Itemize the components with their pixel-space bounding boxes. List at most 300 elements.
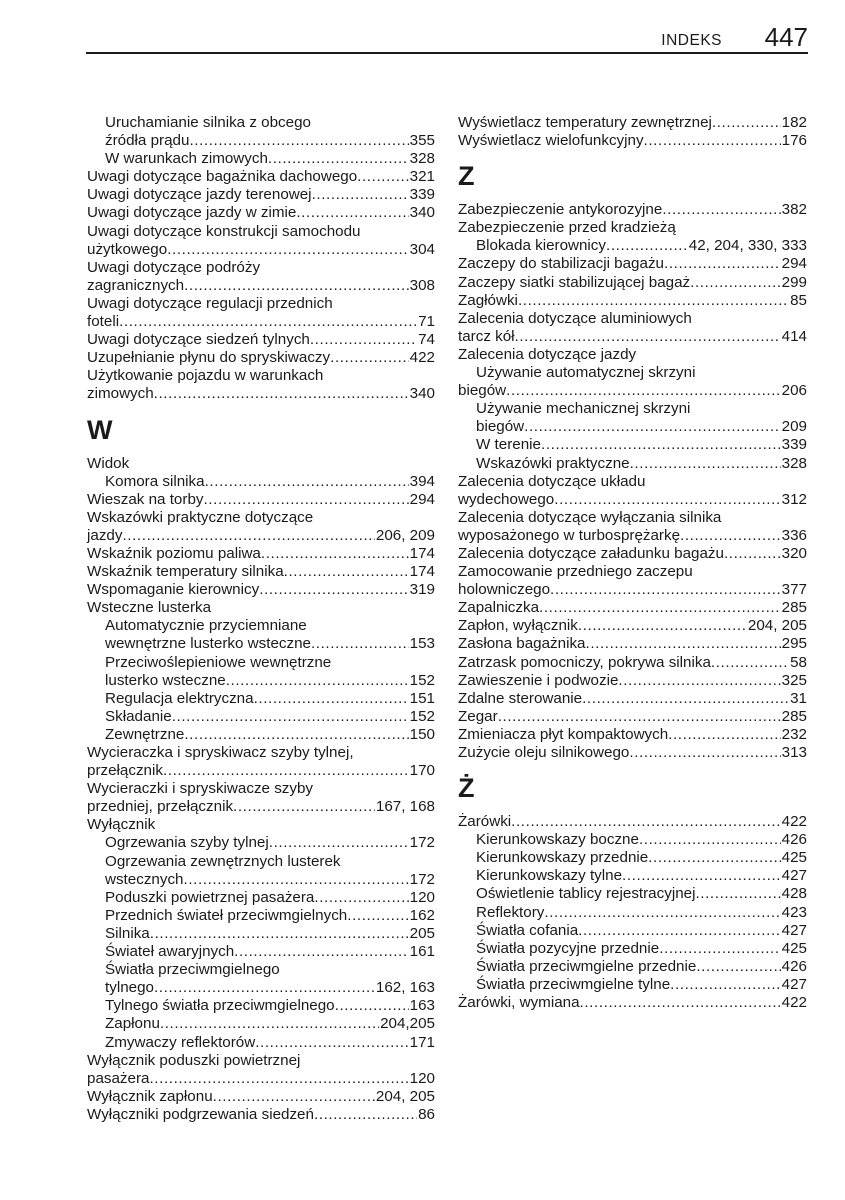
dot-leader: [664, 255, 781, 273]
dot-leader: [630, 455, 781, 473]
entry-term: Światła cofania: [476, 921, 579, 939]
page-header: [86, 24, 808, 54]
index-subentry: [87, 132, 435, 150]
entry-page-ref: 161: [409, 943, 435, 961]
index-subentry: [87, 635, 435, 653]
entry-page-ref: 162, 163: [375, 979, 435, 997]
entry-page-ref: 428: [781, 885, 807, 903]
entry-page-ref: 285: [781, 599, 807, 617]
dot-leader: [554, 491, 780, 509]
dot-leader: [335, 997, 409, 1015]
index-subentry: [87, 925, 435, 943]
entry-term: Uwagi dotyczące jazdy terenowej: [87, 186, 312, 204]
entry-term: W warunkach zimowych: [105, 150, 268, 168]
index-subentry: [458, 922, 807, 940]
index-letter-heading: Ż: [458, 773, 475, 804]
entry-page-ref: 176: [781, 132, 807, 150]
entry-page-ref: 355: [409, 132, 435, 150]
entry-page-ref: 308: [409, 276, 435, 294]
index-entry: [87, 509, 435, 527]
entry-term: Przeciwoślepieniowe wewnętrzne: [105, 653, 332, 671]
entry-page-ref: 425: [781, 849, 807, 867]
entry-term: jazdy: [87, 526, 123, 544]
index-entry: [87, 762, 435, 780]
dot-leader: [261, 545, 409, 563]
entry-page-ref: 319: [409, 581, 435, 599]
dot-leader: [149, 1070, 408, 1088]
index-subentry: [458, 867, 807, 885]
index-entry: [458, 563, 807, 581]
dot-leader: [284, 563, 409, 581]
index-entry: [87, 491, 435, 509]
entry-term: Kierunkowskazy tylne: [476, 867, 623, 885]
entry-term: Kierunkowskazy boczne: [476, 831, 639, 849]
index-entry: [87, 168, 435, 186]
index-subentry: [87, 1015, 435, 1033]
dot-leader: [213, 1088, 375, 1106]
index-entry: [458, 274, 807, 292]
entry-term: Wyłącznik poduszki powietrznej: [87, 1051, 301, 1069]
index-entry: [458, 635, 807, 653]
dot-leader: [172, 708, 409, 726]
dot-leader: [268, 150, 409, 168]
entry-term: Żarówki, wymiana: [458, 994, 580, 1012]
entry-page-ref: 58: [790, 653, 807, 671]
dot-leader: [696, 958, 780, 976]
entry-term: Uwagi dotyczące podróży: [87, 258, 261, 276]
index-entry: [458, 201, 807, 219]
entry-page-ref: 313: [781, 744, 807, 761]
dot-leader: [203, 491, 408, 509]
dot-leader: [711, 654, 789, 672]
entry-term: Zalecenia dotyczące wyłączania silnika: [458, 508, 722, 526]
entry-term: Wyłączniki podgrzewania siedzeń: [87, 1105, 314, 1123]
entry-term: Silnika: [105, 924, 150, 942]
index-entry: [458, 310, 807, 328]
entry-page-ref: 232: [781, 725, 807, 743]
entry-term: Światła przeciwmgielne tylne: [476, 975, 671, 993]
dot-leader: [259, 581, 408, 599]
dot-leader: [670, 976, 781, 994]
entry-page-ref: 120: [409, 888, 435, 906]
entry-page-ref: 299: [781, 273, 807, 291]
entry-term: Zegar: [458, 707, 498, 725]
index-entry: [87, 295, 435, 313]
entry-term: wyposażonego w turbosprężarkę: [458, 526, 681, 544]
dot-leader: [150, 925, 409, 943]
entry-page-ref: 152: [409, 671, 435, 689]
entry-term: Zabezpieczenie przed kradzieżą: [458, 219, 676, 237]
index-entry: [87, 385, 435, 403]
dot-leader: [644, 132, 781, 150]
index-subentry: [458, 849, 807, 867]
dot-leader: [618, 672, 780, 690]
index-entry: [458, 219, 807, 237]
dot-leader: [347, 907, 408, 925]
entry-term: wewnętrzne lusterko wsteczne: [105, 635, 311, 653]
entry-term: tylnego: [105, 979, 154, 997]
index-entry: [87, 1070, 435, 1088]
index-column-left: [87, 114, 435, 1124]
index-subentry: [87, 708, 435, 726]
entry-page-ref: 394: [409, 472, 435, 490]
entry-term: Uzupełnianie płynu do spryskiwaczy: [87, 349, 331, 367]
entry-term: Zalecenia dotyczące układu: [458, 472, 646, 490]
index-subentry: [87, 907, 435, 925]
entry-page-ref: 294: [781, 255, 807, 273]
entry-term: zimowych: [87, 385, 154, 403]
entry-term: Żarówki: [458, 813, 512, 831]
index-entry: [87, 798, 435, 816]
index-entry: [458, 744, 807, 762]
index-subentry: [458, 400, 807, 418]
entry-term: Zawieszenie i podwozie: [458, 671, 619, 689]
entry-term: Ogrzewania szyby tylnej: [105, 834, 269, 852]
dot-leader: [119, 313, 417, 331]
entry-term: Wycieraczka i spryskiwacz szyby tylnej,: [87, 744, 354, 761]
index-entry: [87, 259, 435, 277]
dot-leader: [357, 168, 408, 186]
entry-term: Zamocowanie przedniego zaczepu: [458, 563, 693, 581]
dot-leader: [659, 940, 780, 958]
header-rule: [86, 52, 808, 54]
dot-leader: [690, 274, 781, 292]
entry-page-ref: 162: [409, 906, 435, 924]
entry-page-ref: 382: [781, 201, 807, 219]
dot-leader: [254, 690, 409, 708]
entry-term: Wyświetlacz temperatury zewnętrznej: [458, 114, 712, 131]
index-subentry: [87, 961, 435, 979]
index-entry: [458, 654, 807, 672]
dot-leader: [511, 813, 780, 831]
entry-term: Ogrzewania zewnętrznych lusterek: [105, 852, 341, 870]
dot-leader: [639, 831, 781, 849]
dot-leader: [622, 867, 781, 885]
entry-page-ref: 31: [790, 689, 807, 707]
index-entry: [458, 473, 807, 491]
index-entry: [458, 617, 807, 635]
entry-term: Automatycznie przyciemniane: [105, 617, 307, 635]
index-entry: [87, 349, 435, 367]
entry-page-ref: 85: [790, 291, 807, 309]
entry-term: przełącznik: [87, 762, 163, 780]
entry-page-ref: 294: [409, 490, 435, 508]
index-letter-heading: W: [87, 414, 113, 445]
entry-term: Zapalniczka: [458, 599, 540, 617]
index-entry: [458, 726, 807, 744]
entry-page-ref: 339: [781, 436, 807, 454]
dot-leader: [582, 690, 789, 708]
dot-leader: [154, 979, 375, 997]
entry-page-ref: 150: [409, 725, 435, 743]
entry-term: pasażera: [87, 1069, 150, 1087]
dot-leader: [311, 635, 409, 653]
index-subentry: [458, 418, 807, 436]
index-entry: [458, 132, 807, 150]
dot-leader: [226, 672, 409, 690]
entry-term: Wskazówki praktyczne: [476, 454, 630, 472]
index-entry: [458, 292, 807, 310]
entry-term: Uwagi dotyczące regulacji przednich: [87, 294, 333, 312]
entry-term: źródła prądu: [105, 132, 190, 150]
entry-term: Zmieniacza płyt kompaktowych: [458, 725, 669, 743]
entry-term: Uwagi dotyczące konstrukcji samochodu: [87, 222, 361, 240]
dot-leader: [233, 798, 375, 816]
index-subentry: [87, 150, 435, 168]
entry-page-ref: 206: [781, 382, 807, 400]
index-subentry: [458, 904, 807, 922]
dot-leader: [234, 943, 409, 961]
entry-term: Uwagi dotyczące siedzeń tylnych: [87, 331, 310, 349]
dot-leader: [314, 1106, 417, 1124]
dot-leader: [184, 871, 409, 889]
dot-leader: [648, 849, 780, 867]
entry-page-ref: 427: [781, 867, 807, 885]
entry-term: Zalecenia dotyczące załadunku bagażu: [458, 544, 724, 562]
entry-page-ref: 151: [409, 689, 435, 707]
index-entry: [458, 581, 807, 599]
dot-leader: [712, 114, 781, 132]
dot-leader: [154, 385, 409, 403]
dot-leader: [184, 726, 408, 744]
index-entry: [458, 708, 807, 726]
index-subentry: [87, 853, 435, 871]
dot-leader: [255, 1034, 408, 1052]
dot-leader: [539, 599, 781, 617]
entry-page-ref: 320: [781, 544, 807, 562]
dot-leader: [296, 204, 408, 222]
dot-leader: [606, 237, 688, 255]
entry-term: Zasłona bagażnika: [458, 635, 586, 653]
entry-term: Komora silnika: [105, 472, 205, 490]
dot-leader: [550, 581, 781, 599]
entry-page-ref: 42, 204, 330, 333: [688, 237, 807, 255]
index-column-right: [458, 114, 807, 1012]
index-entry: [87, 744, 435, 762]
entry-term: Zapłon, wyłącznik: [458, 617, 578, 635]
entry-term: Zabezpieczenie antykorozyjne: [458, 201, 663, 219]
entry-term: Używanie automatycznej skrzyni: [476, 364, 696, 382]
index-entry: [458, 994, 807, 1012]
entry-term: Zagłówki: [458, 291, 518, 309]
entry-page-ref: 328: [409, 150, 435, 168]
entry-page-ref: 71: [418, 313, 435, 331]
entry-term: Zalecenia dotyczące jazdy: [458, 345, 637, 363]
entry-page-ref: 295: [781, 635, 807, 653]
entry-page-ref: 422: [409, 349, 435, 367]
entry-page-ref: 312: [781, 490, 807, 508]
index-entry: [87, 331, 435, 349]
entry-term: Światła przeciwmgielnego: [105, 961, 280, 979]
entry-term: Używanie mechanicznej skrzyni: [476, 400, 691, 418]
entry-page-ref: 377: [781, 581, 807, 599]
index-entry: [458, 545, 807, 563]
index-subentry: [87, 672, 435, 690]
entry-term: biegów: [476, 418, 525, 436]
index-entry: [458, 527, 807, 545]
dot-leader: [184, 277, 409, 295]
entry-term: Wieszak na torby: [87, 490, 204, 508]
entry-term: Wycieraczki i spryskiwacze szyby: [87, 780, 314, 798]
entry-page-ref: 153: [409, 635, 435, 653]
index-entry: [458, 509, 807, 527]
dot-leader: [506, 382, 781, 400]
dot-leader: [122, 527, 374, 545]
entry-page-ref: 170: [409, 762, 435, 780]
index-subentry: [87, 473, 435, 491]
index-entry: [87, 277, 435, 295]
entry-term: Zaczepy do stabilizacji bagażu: [458, 255, 664, 273]
index-entry: [458, 599, 807, 617]
entry-term: Reflektory: [476, 903, 545, 921]
entry-term: przedniej, przełącznik: [87, 798, 234, 816]
index-subentry: [87, 979, 435, 997]
entry-term: Przednich świateł przeciwmgielnych: [105, 906, 348, 924]
entry-term: Widok: [87, 454, 130, 472]
index-entry: [458, 690, 807, 708]
index-subentry: [87, 726, 435, 744]
entry-page-ref: 171: [409, 1033, 435, 1051]
entry-term: Uwagi dotyczące bagażnika dachowego: [87, 168, 358, 186]
index-subentry: [458, 831, 807, 849]
entry-term: Wskaźnik temperatury silnika: [87, 563, 284, 581]
entry-page-ref: 422: [781, 994, 807, 1012]
entry-term: Zatrzask pomocniczy, pokrywa silnika: [458, 653, 711, 671]
index-subentry: [87, 654, 435, 672]
index-subentry: [458, 237, 807, 255]
dot-leader: [312, 186, 409, 204]
entry-term: Światła przeciwmgielne przednie: [476, 957, 697, 975]
dot-leader: [629, 744, 780, 762]
dot-leader: [724, 545, 781, 563]
index-entry: [87, 1052, 435, 1070]
index-entry: [458, 114, 807, 132]
entry-term: Wskaźnik poziomu paliwa: [87, 544, 261, 562]
entry-term: foteli: [87, 313, 120, 331]
entry-term: Świateł awaryjnych: [105, 943, 235, 961]
entry-page-ref: 414: [781, 327, 807, 345]
index-entry: [87, 1088, 435, 1106]
index-subentry: [458, 455, 807, 473]
entry-term: Uruchamianie silnika z obcego: [105, 114, 311, 131]
dot-leader: [524, 418, 781, 436]
index-entry: [87, 780, 435, 798]
entry-term: Wyłącznik: [87, 816, 156, 834]
entry-page-ref: 152: [409, 707, 435, 725]
dot-leader: [269, 834, 409, 852]
index-subentry: [87, 871, 435, 889]
index-entry: [458, 491, 807, 509]
entry-term: Zaczepy siatki stabilizującej bagaż: [458, 273, 691, 291]
entry-page-ref: 174: [409, 544, 435, 562]
index-entry: [87, 563, 435, 581]
dot-leader: [330, 349, 409, 367]
index-subentry: [87, 997, 435, 1015]
index-subentry: [458, 958, 807, 976]
page-number: 447: [764, 22, 808, 52]
entry-page-ref: 174: [409, 563, 435, 581]
index-entry: [87, 545, 435, 563]
index-entry: [458, 255, 807, 273]
entry-page-ref: 172: [409, 834, 435, 852]
entry-term: Tylnego światła przeciwmgielnego: [105, 997, 335, 1015]
entry-page-ref: 74: [418, 331, 435, 349]
dot-leader: [662, 201, 780, 219]
dot-leader: [205, 473, 409, 491]
entry-term: Poduszki powietrznej pasażera: [105, 888, 315, 906]
index-entry: [87, 313, 435, 331]
entry-page-ref: 423: [781, 903, 807, 921]
entry-term: Wsteczne lusterka: [87, 599, 212, 617]
index-entry: [87, 1106, 435, 1124]
entry-page-ref: 205: [409, 924, 435, 942]
entry-page-ref: 325: [781, 671, 807, 689]
entry-page-ref: 340: [409, 204, 435, 222]
entry-page-ref: 328: [781, 454, 807, 472]
section-title: INDEKS: [661, 32, 722, 49]
index-subentry: [87, 889, 435, 907]
entry-term: Światła pozycyjne przednie: [476, 939, 660, 957]
entry-term: użytkowego: [87, 240, 168, 258]
entry-page-ref: 427: [781, 921, 807, 939]
dot-leader: [160, 1015, 379, 1033]
index-entry: [458, 328, 807, 346]
dot-leader: [695, 885, 780, 903]
entry-term: lusterko wsteczne: [105, 671, 226, 689]
dot-leader: [314, 889, 408, 907]
dot-leader: [578, 922, 781, 940]
entry-term: Wskazówki praktyczne dotyczące: [87, 508, 314, 526]
entry-page-ref: 427: [781, 975, 807, 993]
dot-leader: [586, 635, 781, 653]
index-entry: [87, 581, 435, 599]
entry-page-ref: 163: [409, 997, 435, 1015]
index-subentry: [87, 943, 435, 961]
index-entry: [87, 367, 435, 385]
index-entry: [87, 223, 435, 241]
entry-page-ref: 204,205: [380, 1015, 435, 1033]
index-subentry: [458, 940, 807, 958]
entry-term: Zużycie oleju silnikowego: [458, 744, 630, 761]
index-entry: [458, 346, 807, 364]
index-entry: [87, 527, 435, 545]
entry-term: Wyświetlacz wielofunkcyjny: [458, 132, 644, 150]
entry-term: Zmywaczy reflektorów: [105, 1033, 256, 1051]
index-entry: [458, 813, 807, 831]
index-subentry: [87, 617, 435, 635]
index-subentry: [87, 114, 435, 132]
dot-leader: [578, 617, 747, 635]
entry-term: Wspomaganie kierownicy: [87, 581, 260, 599]
index-entry: [87, 241, 435, 259]
entry-term: Oświetlenie tablicy rejestracyjnej: [476, 885, 696, 903]
index-subentry: [458, 436, 807, 454]
entry-term: tarcz kół: [458, 327, 515, 345]
entry-page-ref: 120: [409, 1069, 435, 1087]
index-subentry: [87, 690, 435, 708]
index-entry: [458, 672, 807, 690]
entry-page-ref: 426: [781, 831, 807, 849]
entry-term: Zewnętrzne: [105, 725, 185, 743]
entry-term: Zapłonu: [105, 1015, 160, 1033]
entry-page-ref: 209: [781, 418, 807, 436]
entry-term: holowniczego: [458, 581, 551, 599]
entry-term: Składanie: [105, 707, 172, 725]
dot-leader: [163, 762, 409, 780]
index-entry: [87, 455, 435, 473]
dot-leader: [189, 132, 408, 150]
index-subentry: [87, 834, 435, 852]
